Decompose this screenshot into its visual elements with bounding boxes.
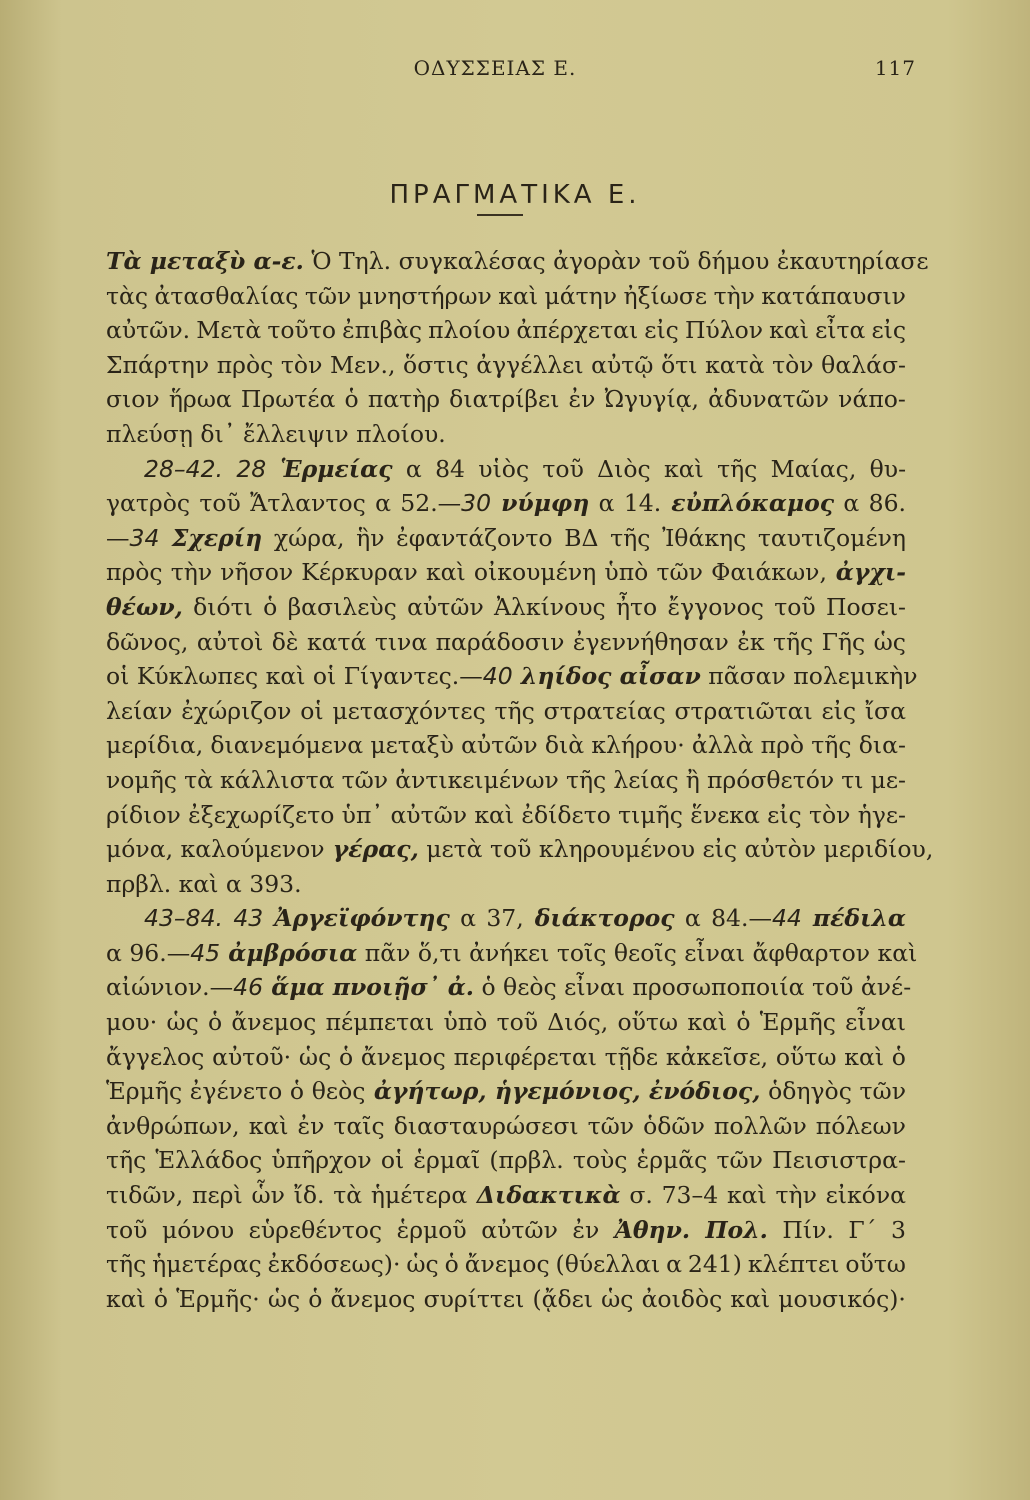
section-title: ΠΡΑΓΜΑΤΙΚΑ Ε. (389, 179, 641, 210)
text-line: ἀνθρώπων, καὶ ἐν ταῖς διασταυρώσεσι τῶν ὁδῶν πολλῶν πόλεων (106, 1111, 906, 1140)
text-line: —34 Σχερίη χώρα, ἣν ἐφαντάζοντο ΒΔ τῆς Ἰθάκης ταυτιζομένη (106, 523, 906, 552)
title-rule (477, 214, 523, 216)
text-line: καὶ ὁ Ἑρμῆς· ὡς ὁ ἄνεμος συρίττει (ᾄδει ὡς ἀοιδὸς καὶ μουσικός)· (106, 1284, 906, 1313)
text-line: πλεύσῃ δι᾽ ἔλλειψιν πλοίου. (106, 419, 446, 448)
text-line: σιον ἥρωα Πρωτέα ὁ πατὴρ διατρίβει ἐν Ὠγυγίᾳ, ἀδυνατῶν νάπο- (106, 385, 906, 414)
page-number: 117 (874, 56, 916, 80)
text-line: 28–42. 28 Ἑρμείας α 84 υἱὸς τοῦ Διὸς καὶ τῆς Μαίας, θυ- (144, 454, 907, 483)
commentary-text (106, 244, 934, 1316)
text-line: τῆς Ἑλλάδος ὑπῆρχον οἱ ἑρμαῖ (πρβλ. τοὺς ἑρμᾶς τῶν Πεισιστρα- (106, 1146, 906, 1175)
text-line: αὐτῶν. Μετὰ τοῦτο ἐπιβὰς πλοίου ἀπέρχεται εἰς Πύλον καὶ εἶτα εἰς (106, 316, 906, 345)
page-header (80, 56, 916, 86)
text-line: τιδῶν, περὶ ὧν ἴδ. τὰ ἡμέτερα Διδακτικὰ σ. 73–4 καὶ τὴν εἰκόνα (106, 1181, 906, 1210)
text-line: αἰώνιον.—46 ἅμα πνοιῇσ᾽ ἀ. ὁ θεὸς εἶναι προσωποποιία τοῦ ἀνέ- (106, 973, 912, 1002)
text-line: α 96.—45 ἀμβρόσια πᾶν ὅ,τι ἀνήκει τοῖς θεοῖς εἶναι ἄφθαρτον καὶ (106, 938, 918, 967)
text-line: Σπάρτην πρὸς τὸν Μεν., ὅστις ἀγγέλλει αὐτῷ ὅτι κατὰ τὸν θαλάσ- (106, 350, 906, 379)
text-line: ρίδιον ἐξεχωρίζετο ὑπ᾽ αὐτῶν καὶ ἐδίδετο τιμῆς ἕνεκα εἰς τὸν ἡγε- (106, 800, 906, 829)
text-line: τῆς ἡμετέρας ἐκδόσεως)· ὡς ὁ ἄνεμος (θύελλαι α 241) κλέπτει οὕτω (106, 1250, 906, 1279)
running-title: ΟΔΥΣΣΕΙΑΣ Ε. (413, 56, 577, 80)
text-line: Ἑρμῆς ἐγένετο ὁ θεὸς ἀγήτωρ, ἡγεμόνιος, ἐνόδιος, ὁδηγὸς τῶν (106, 1077, 906, 1106)
text-line: οἱ Κύκλωπες καὶ οἱ Γίγαντες.—40 ληίδος αἶσαν πᾶσαν πολεμικὴν (106, 662, 918, 691)
text-line: μόνα, καλούμενον γέρας, μετὰ τοῦ κληρουμένου εἰς αὐτὸν μεριδίου, (106, 835, 934, 864)
text-line: θέων, διότι ὁ βασιλεὺς αὐτῶν Ἀλκίνους ἦτο ἔγγονος τοῦ Ποσει- (106, 592, 906, 621)
text-line: γατρὸς τοῦ Ἄτλαντος α 52.—30 νύμφη α 14. εὐπλόκαμος α 86. (106, 489, 907, 518)
text-line: Τὰ μεταξὺ α-ε. Ὁ Τηλ. συγκαλέσας ἀγορὰν τοῦ δήμου ἐκαυτηρίασε (106, 247, 929, 275)
text-line: τοῦ μόνου εὑρεθέντος ἑρμοῦ αὐτῶν ἐν Ἀθην. Πολ. Πίν. Γ´ 3 (106, 1215, 906, 1244)
text-line: πρὸς τὴν νῆσον Κέρκυραν καὶ οἰκουμένη ὑπὸ τῶν Φαιάκων, ἀγχι- (106, 558, 906, 587)
text-line: δῶνος, αὐτοὶ δὲ κατά τινα παράδοσιν ἐγεννήθησαν ἐκ τῆς Γῆς ὡς (106, 627, 906, 656)
text-line: λείαν ἐχώριζον οἱ μετασχόντες τῆς στρατείας στρατιῶται εἰς ἴσα (106, 696, 906, 725)
text-line: μου· ὡς ὁ ἄνεμος πέμπεται ὑπὸ τοῦ Διός, οὕτω καὶ ὁ Ἑρμῆς εἶναι (106, 1008, 906, 1037)
text-line: τὰς ἀτασθαλίας τῶν μνηστήρων καὶ μάτην ἠξίωσε τὴν κατάπαυσιν (106, 281, 906, 310)
text-line: νομῆς τὰ κάλλιστα τῶν ἀντικειμένων τῆς λείας ἢ πρόσθετόν τι με- (106, 765, 906, 794)
text-line: πρβλ. καὶ α 393. (106, 869, 302, 898)
text-line: 43–84. 43 Ἀργεϊφόντης α 37, διάκτορος α 84.—44 πέδιλα (144, 904, 907, 933)
text-line: ἄγγελος αὐτοῦ· ὡς ὁ ἄνεμος περιφέρεται τῇδε κἀκεῖσε, οὕτω καὶ ὁ (106, 1042, 906, 1071)
text-line: μερίδια, διανεμόμενα μεταξὺ αὐτῶν διὰ κλήρου· ἀλλὰ πρὸ τῆς δια- (106, 731, 906, 760)
